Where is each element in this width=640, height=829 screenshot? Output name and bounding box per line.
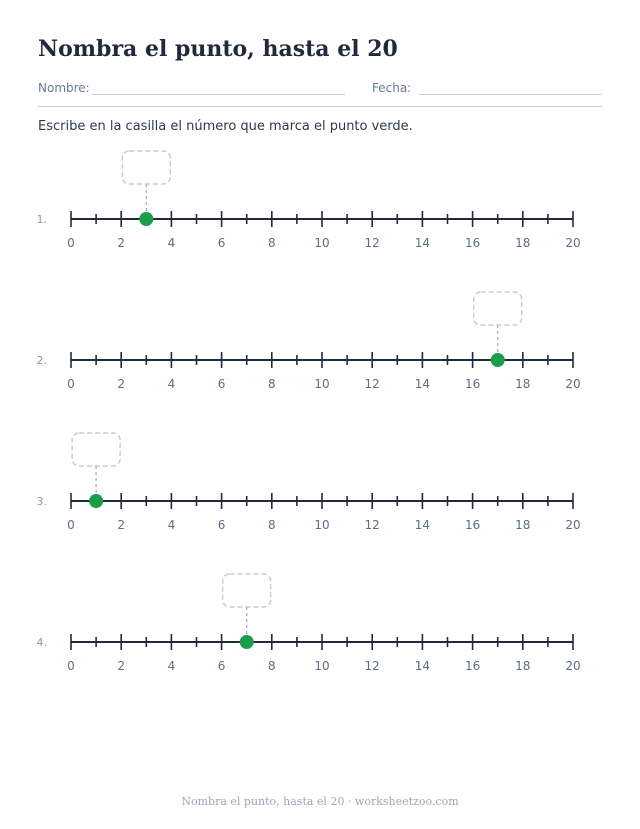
tick-label: 18 — [515, 377, 531, 391]
problem-3 — [37, 433, 581, 532]
tick-label: 2 — [117, 518, 126, 532]
answer-box[interactable] — [223, 574, 271, 607]
green-point — [240, 635, 254, 649]
tick-label: 14 — [414, 377, 431, 391]
tick-label: 16 — [464, 659, 481, 673]
tick-label: 12 — [364, 377, 380, 391]
tick-label: 10 — [314, 236, 330, 250]
tick-label: 18 — [515, 659, 531, 673]
tick-label: 0 — [67, 518, 75, 532]
problem-1 — [37, 151, 581, 250]
tick-label: 4 — [167, 236, 176, 250]
tick-label: 10 — [314, 518, 330, 532]
tick-label: 6 — [217, 659, 226, 673]
tick-label: 2 — [117, 659, 126, 673]
green-point — [139, 212, 153, 226]
green-point — [491, 353, 505, 367]
tick-label: 0 — [67, 236, 75, 250]
tick-label: 8 — [267, 377, 276, 391]
tick-label: 6 — [217, 377, 226, 391]
tick-label: 6 — [217, 236, 226, 250]
problem-number: 3. — [36, 495, 47, 508]
problem-number: 4. — [36, 636, 47, 649]
tick-label: 20 — [565, 659, 581, 673]
tick-label: 2 — [117, 377, 126, 391]
tick-label: 0 — [67, 659, 75, 673]
tick-label: 20 — [565, 377, 581, 391]
tick-label: 8 — [267, 518, 276, 532]
answer-box[interactable] — [474, 292, 522, 325]
tick-label: 4 — [167, 377, 176, 391]
problem-number: 2. — [36, 354, 47, 367]
answer-box[interactable] — [72, 433, 120, 466]
name-label: Nombre: — [38, 81, 90, 95]
tick-label: 6 — [217, 518, 226, 532]
worksheet-title: Nombra el punto, hasta el 20 — [38, 36, 398, 62]
tick-label: 18 — [515, 518, 531, 532]
tick-label: 14 — [414, 659, 431, 673]
date-label: Fecha: — [372, 81, 412, 95]
problem-number: 1. — [36, 213, 47, 226]
problem-4 — [37, 574, 581, 673]
tick-label: 8 — [267, 236, 276, 250]
instruction-text: Escribe en la casilla el número que marca el punto verde. — [38, 119, 413, 134]
tick-label: 16 — [464, 377, 481, 391]
tick-label: 20 — [565, 236, 581, 250]
tick-label: 14 — [414, 236, 431, 250]
tick-label: 0 — [67, 377, 75, 391]
tick-label: 12 — [364, 518, 380, 532]
tick-label: 4 — [167, 659, 176, 673]
tick-label: 12 — [364, 236, 380, 250]
tick-label: 10 — [314, 377, 330, 391]
green-point — [89, 494, 103, 508]
tick-label: 4 — [167, 518, 176, 532]
tick-label: 20 — [565, 518, 581, 532]
tick-label: 10 — [314, 659, 330, 673]
footer-text: Nombra el punto, hasta el 20 · worksheetzoo.com — [181, 795, 459, 808]
tick-label: 18 — [515, 236, 531, 250]
tick-label: 12 — [364, 659, 380, 673]
tick-label: 8 — [267, 659, 276, 673]
tick-label: 16 — [464, 236, 481, 250]
answer-box[interactable] — [122, 151, 170, 184]
tick-label: 2 — [117, 236, 126, 250]
problem-2 — [37, 292, 581, 391]
tick-label: 16 — [464, 518, 481, 532]
tick-label: 14 — [414, 518, 431, 532]
